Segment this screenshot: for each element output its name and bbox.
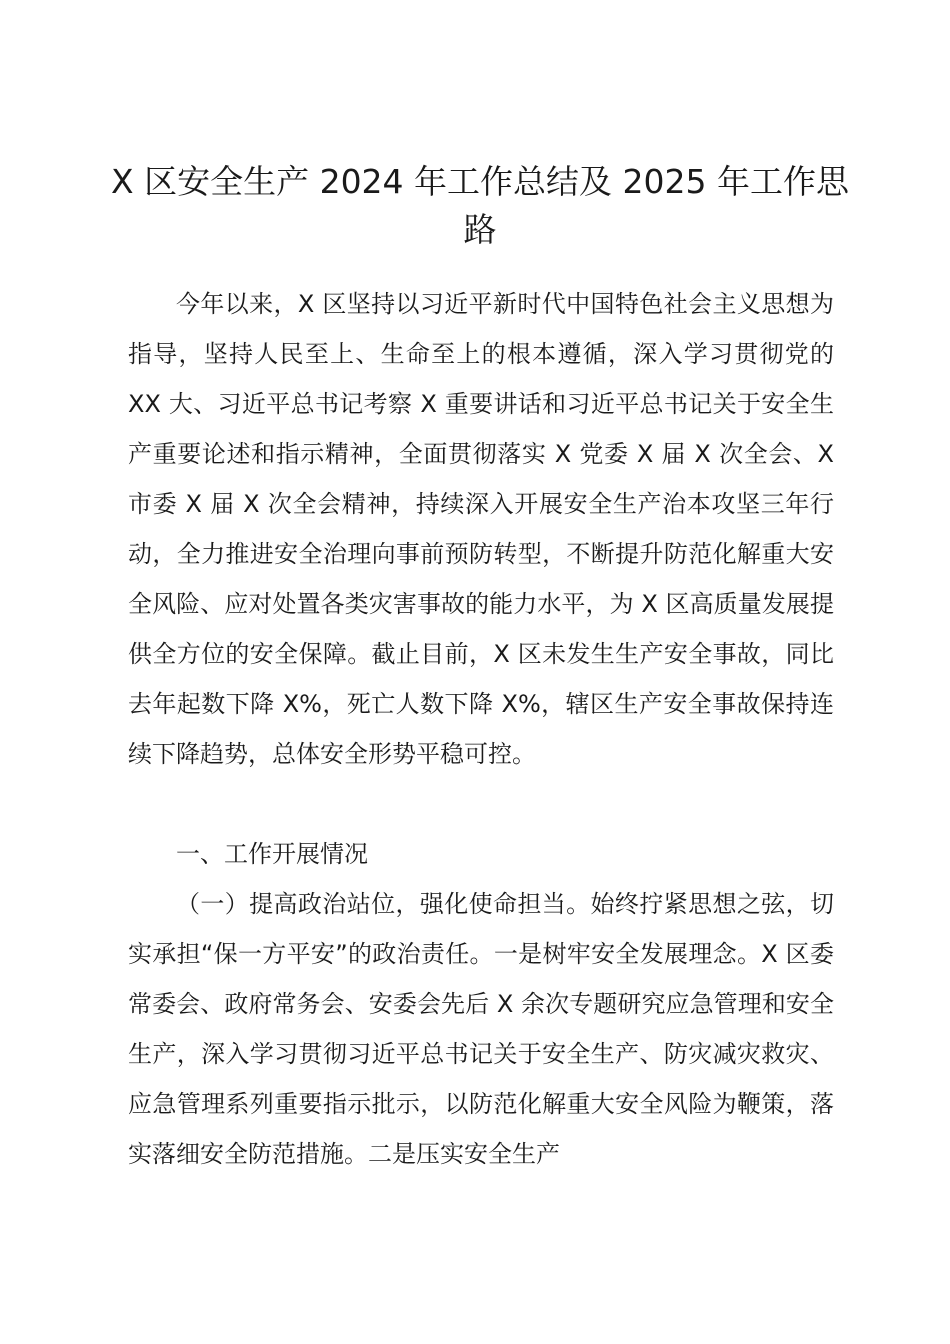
intro-paragraph: 今年以来，X 区坚持以习近平新时代中国特色社会主义思想为指导，坚持人民至上、生命至上的根本遵循，深入学习贯彻党的 XX 大、习近平总书记考察 X 重要讲话和习近平总书记关于安全生产重要论述和指示精神，全面贯彻落实 X 党委 X 届 X 次全会、X 市委 X 届 X 次全会精神，持续深入开展安全生产治本攻坚三年行动，全力推进安全治理向事前预防转型，不断提升防范化解重大安全风险、应对处置各类灾害事故的能力水平，为 X 区高质量发展提供全方位的安全保障。截止目前，X 区未发生生产安全事故，同比去年起数下降 X%，死亡人数下降 X%，辖区生产安全事故保持连续下降趋势，总体安全形势平稳可控。	[128, 290, 834, 768]
section-paragraph: （一）提高政治站位，强化使命担当。始终拧紧思想之弦，切实承担“保一方平安”的政治责任。一是树牢安全发展理念。X 区委常委会、政府常务会、安委会先后 X 余次专题研究应急管理和安全生产，深入学习贯彻习近平总书记关于安全生产、防灾减灾救灾、应急管理系列重要指示批示，以防范化解重大安全风险为鞭策，落实落细安全防范措施。二是压实安全生产	[128, 890, 834, 1168]
document-title: X 区安全生产 2024 年工作总结及 2025 年工作思路	[110, 162, 850, 249]
section-heading: 一、工作开展情况	[176, 840, 368, 868]
